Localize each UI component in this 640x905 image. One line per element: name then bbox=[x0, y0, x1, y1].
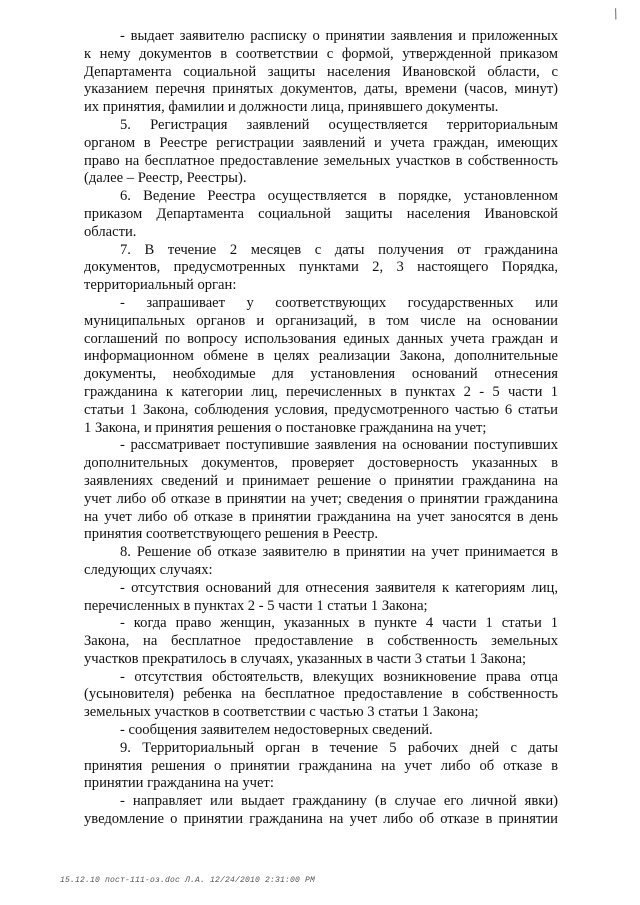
text-line: Департамента социальной защиты населения Ивановской области, с bbox=[84, 63, 558, 80]
text-line: области. bbox=[84, 223, 137, 240]
text-line: (далее – Реестр, Реестры). bbox=[84, 170, 247, 187]
text-line: на учет либо об отказе в принятии гражданина на учет заносятся в день bbox=[84, 508, 558, 525]
text-line: - сообщения заявителем недостоверных сведений. bbox=[120, 722, 433, 739]
text-line: перечисленных в пунктах 2 - 5 части 1 статьи 1 Закона; bbox=[84, 597, 428, 614]
text-line: участков прекратилось в случаях, указанных в части 3 статьи 1 Закона; bbox=[84, 650, 527, 667]
text-line: 8. Решение об отказе заявителю в принятии на учет принимается в bbox=[120, 544, 558, 561]
text-line: принятии гражданина на учет: bbox=[84, 775, 274, 792]
text-line: статьи 1 Закона, соблюдения условия, предусмотренного частью 6 статьи bbox=[84, 401, 558, 418]
text-line: органом в Реестре регистрации заявлений и учета граждан, имеющих bbox=[84, 134, 558, 151]
text-line: - выдает заявителю расписку о принятии заявления и приложенных bbox=[120, 28, 558, 44]
text-line: (усыновителя) ребенка на бесплатное предоставление в собственность bbox=[84, 686, 558, 703]
text-line: приказом Департамента социальной защиты населения Ивановской bbox=[84, 205, 558, 222]
text-line: к нему документов в соответствии с формой, утвержденной приказом bbox=[84, 45, 558, 62]
text-line: - направляет или выдает гражданину (в случае его личной явки) bbox=[120, 793, 558, 810]
text-line: муниципальных органов и организаций, в том числе на основании bbox=[84, 312, 558, 329]
text-line: - рассматривает поступившие заявления на основании поступивших bbox=[120, 437, 558, 454]
corner-mark: / bbox=[610, 5, 621, 24]
text-line: соглашений по вопросу использования единых данных учета граждан и bbox=[84, 330, 558, 347]
text-line: гражданина к категории лиц, перечисленных в пунктах 2 - 5 части 1 bbox=[84, 383, 558, 400]
text-line: - отсутствия обстоятельств, влекущих возникновение права отца bbox=[120, 668, 558, 685]
text-line: принятия соответствующего решения в Реестр. bbox=[84, 526, 379, 543]
text-line: документы, необходимые для установления оснований отнесения bbox=[84, 366, 558, 383]
text-line: 5. Регистрация заявлений осуществляется территориальным bbox=[120, 116, 558, 133]
text-line: 1 Закона, и принятия решения о постановке гражданина на учет; bbox=[84, 419, 487, 436]
text-line: уведомление о принятии гражданина на учет либо об отказе в принятии bbox=[84, 811, 558, 828]
text-line: их принятия, фамилии и должности лица, принявшего документы. bbox=[84, 99, 499, 116]
text-line: право на бесплатное предоставление земельных участков в собственность bbox=[84, 152, 558, 169]
text-line: информационном обмене в целях реализации Закона, дополнительные bbox=[84, 348, 558, 365]
text-line: указанием перечня принятых документов, даты, времени (часов, минут) bbox=[84, 81, 558, 98]
text-line: территориальный орган: bbox=[84, 277, 237, 294]
text-line: - отсутствия оснований для отнесения заявителя к категориям лиц, bbox=[120, 579, 558, 596]
text-line: дополнительных документов, проверяет достоверность указанных в bbox=[84, 455, 558, 472]
text-line: 7. В течение 2 месяцев с даты получения от гражданина bbox=[120, 241, 558, 258]
text-line: - запрашивает у соответствующих государственных или bbox=[120, 294, 558, 311]
text-line: Закона, на бесплатное предоставление в собственность земельных bbox=[84, 633, 558, 650]
text-line: следующих случаях: bbox=[84, 561, 213, 578]
text-line: документов, предусмотренных пунктами 2, 3 настоящего Порядка, bbox=[84, 259, 558, 276]
text-line: учет либо об отказе в принятии на учет; сведения о принятии гражданина bbox=[84, 490, 558, 507]
text-line: - когда право женщин, указанных в пункте 4 части 1 статьи 1 bbox=[120, 615, 558, 632]
text-line: заявлениях сведений и принимает решение о принятии гражданина на bbox=[84, 472, 558, 489]
text-line: 6. Ведение Реестра осуществляется в порядке, установленном bbox=[120, 188, 558, 205]
document-body bbox=[84, 28, 558, 829]
text-line: принятия решения о принятии гражданина на учет либо об отказе в bbox=[84, 757, 558, 774]
text-line: земельных участков в соответствии с частью 3 статьи 1 Закона; bbox=[84, 704, 479, 721]
footer-file-info: 15.12.10 пост-111-оз.doc Л.А. 12/24/2010 2:31:00 PM bbox=[60, 876, 316, 885]
text-line: 9. Территориальный орган в течение 5 рабочих дней с даты bbox=[120, 739, 558, 756]
